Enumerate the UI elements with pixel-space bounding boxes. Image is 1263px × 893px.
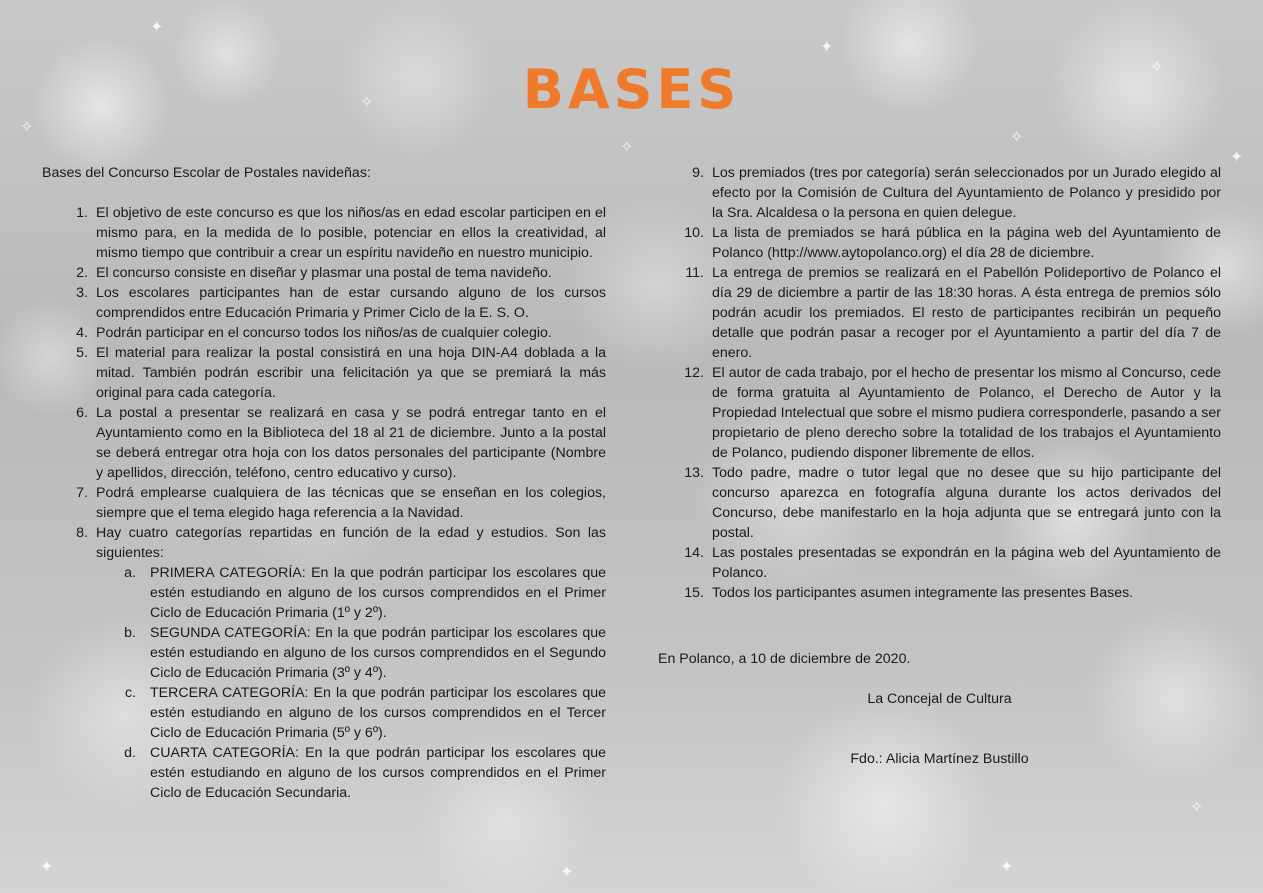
- category-letter: c.: [124, 685, 136, 701]
- signatory-title: La Concejal de Cultura: [867, 691, 1012, 707]
- item-number: 7.: [76, 485, 88, 501]
- list-item: [42, 483, 606, 523]
- category-letter: d.: [124, 745, 136, 761]
- sparkle-icon: ✧: [1190, 799, 1204, 816]
- signature-name: Fdo.: Alicia Martínez Bustillo: [850, 751, 1029, 767]
- item-text: El objetivo de este concurso es que los niños/as en edad escolar participen en el mismo para, en la medida de lo posible, potenciar en ellos la creatividad, al mismo tiempo que contribuir a crear un espíritu navideño en nuestro municipio.: [96, 205, 606, 261]
- sparkle-icon: ✦: [560, 864, 574, 881]
- item-text: Hay cuatro categorías repartidas en función de la edad y estudios. Son las siguientes:: [96, 525, 606, 561]
- item-number: 13.: [684, 465, 704, 481]
- category-text: TERCERA CATEGORÍA: En la que podrán participar los escolares que estén estudiando en alguno de los cursos comprendidos en el Tercer Ciclo de Educación Primaria (5º y 6º).: [150, 685, 606, 741]
- sparkle-icon: ✦: [150, 19, 164, 36]
- right-column: [658, 163, 1221, 603]
- item-text: Las postales presentadas se expondrán en la página web del Ayuntamiento de Polanco.: [712, 545, 1221, 581]
- rules-list-left: [42, 203, 606, 803]
- category-item: [96, 563, 606, 623]
- intro-text: Bases del Concurso Escolar de Postales navideñas:: [42, 165, 371, 181]
- sparkle-icon: ✦: [1000, 859, 1014, 876]
- item-text: El material para realizar la postal consistirá en una hoja DIN-A4 doblada a la mitad. También podrán escribir una felicitación ya que se premiará la más original para cada categoría.: [96, 345, 606, 401]
- page-title: BASES: [522, 58, 741, 121]
- item-number: 8.: [76, 525, 88, 541]
- item-number: 9.: [692, 165, 704, 181]
- sparkle-icon: ✦: [1230, 149, 1244, 166]
- item-text: La entrega de premios se realizará en el Pabellón Polideportivo de Polanco el día 29 de diciembre a partir de las 18:30 horas. A ésta entrega de premios sólo podrán acudir los premiados. El resto de participantes recibirán un pequeño detalle que podrán pasar a recoger por el Ayuntamiento a partir del día 7 de enero.: [712, 265, 1221, 361]
- item-text: Todo padre, madre o tutor legal que no desee que su hijo participante del concurso aparezca en fotografía alguna durante los actos derivados del Concurso, debe manifestarlo en la hoja adjunta que se entregará junto con la postal.: [712, 465, 1221, 541]
- item-number: 2.: [76, 265, 88, 281]
- list-item: [658, 583, 1221, 603]
- item-text: Los premiados (tres por categoría) serán seleccionados por un Jurado elegido al efecto por la Comisión de Cultura del Ayuntamiento de Polanco y presidido por la Sra. Alcaldesa o la persona en quien delegue.: [712, 165, 1221, 221]
- sparkle-icon: ✧: [1150, 59, 1164, 76]
- item-text: Podrán participar en el concurso todos los niños/as de cualquier colegio.: [96, 325, 552, 341]
- sparkle-icon: ✦: [820, 39, 834, 56]
- item-number: 12.: [684, 365, 704, 381]
- item-number: 14.: [684, 545, 704, 561]
- category-item: [96, 743, 606, 803]
- left-column: [42, 163, 606, 803]
- category-item: [96, 623, 606, 683]
- list-item: [42, 203, 606, 263]
- list-item: [658, 543, 1221, 583]
- sparkle-icon: ✦: [40, 859, 54, 876]
- item-number: 10.: [684, 225, 704, 241]
- sparkle-icon: ✧: [620, 139, 634, 156]
- list-item: [658, 263, 1221, 363]
- list-item: [42, 523, 606, 803]
- list-item: [658, 363, 1221, 463]
- category-text: PRIMERA CATEGORÍA: En la que podrán participar los escolares que estén estudiando en alguno de los cursos comprendidos en el Primer Ciclo de Educación Primaria (1º y 2º).: [150, 565, 606, 621]
- list-item: [42, 343, 606, 403]
- rules-list-right: [658, 163, 1221, 603]
- item-text: La lista de premiados se hará pública en la página web del Ayuntamiento de Polanco (http://www.aytopolanco.org) el día 28 de diciembre.: [712, 225, 1221, 261]
- item-number: 11.: [685, 265, 704, 281]
- item-number: 1.: [76, 205, 88, 221]
- category-letter: a.: [124, 565, 136, 581]
- item-text: Los escolares participantes han de estar cursando alguno de los cursos comprendidos entre Educación Primaria y Primer Ciclo de la E. S. O.: [96, 285, 606, 321]
- item-number: 15.: [684, 585, 704, 601]
- item-text: El concurso consiste en diseñar y plasmar una postal de tema navideño.: [96, 265, 552, 281]
- place-date: En Polanco, a 10 de diciembre de 2020.: [658, 651, 911, 667]
- list-item: [658, 163, 1221, 223]
- item-text: Podrá emplearse cualquiera de las técnicas que se enseñan en los colegios, siempre que el tema elegido haga referencia a la Navidad.: [96, 485, 606, 521]
- item-number: 4.: [76, 325, 88, 341]
- sparkle-icon: ✧: [20, 119, 34, 136]
- item-number: 3.: [76, 285, 88, 301]
- item-text: Todos los participantes asumen integramente las presentes Bases.: [712, 585, 1134, 601]
- sparkle-icon: ✧: [1010, 129, 1024, 146]
- item-number: 5.: [76, 345, 88, 361]
- list-item: [42, 403, 606, 483]
- item-text: El autor de cada trabajo, por el hecho de presentar los mismo al Concurso, cede de forma gratuita al Ayuntamiento de Polanco, el Derecho de Autor y la Propiedad Intelectual que sobre el mismo pudiera corresponderle, pasando a ser propietario de pleno derecho sobre la totalidad de los trabajos el Ayuntamiento de Polanco, pudiendo disponer libremente de ellos.: [712, 365, 1221, 461]
- category-item: [96, 683, 606, 743]
- item-number: 6.: [76, 405, 88, 421]
- item-text: La postal a presentar se realizará en casa y se podrá entregar tanto en el Ayuntamiento como en la Biblioteca del 18 al 21 de diciembre. Junto a la postal se deberá entregar otra hoja con los datos personales del participante (Nombre y apellidos, dirección, teléfono, centro educativo y curso).: [96, 405, 606, 481]
- list-item: [42, 323, 606, 343]
- category-text: SEGUNDA CATEGORÍA: En la que podrán participar los escolares que estén estudiando en alguno de los cursos comprendidos en el Segundo Ciclo de Educación Primaria (3º y 4º).: [150, 625, 606, 681]
- list-item: [42, 263, 606, 283]
- sparkle-icon: ✧: [360, 94, 374, 111]
- category-letter: b.: [124, 625, 136, 641]
- list-item: [658, 463, 1221, 543]
- list-item: [42, 283, 606, 323]
- list-item: [658, 223, 1221, 263]
- categories-list: [96, 563, 606, 803]
- category-text: CUARTA CATEGORÍA: En la que podrán participar los escolares que estén estudiando en alguno de los cursos comprendidos en el Primer Ciclo de Educación Secundaria.: [150, 745, 606, 801]
